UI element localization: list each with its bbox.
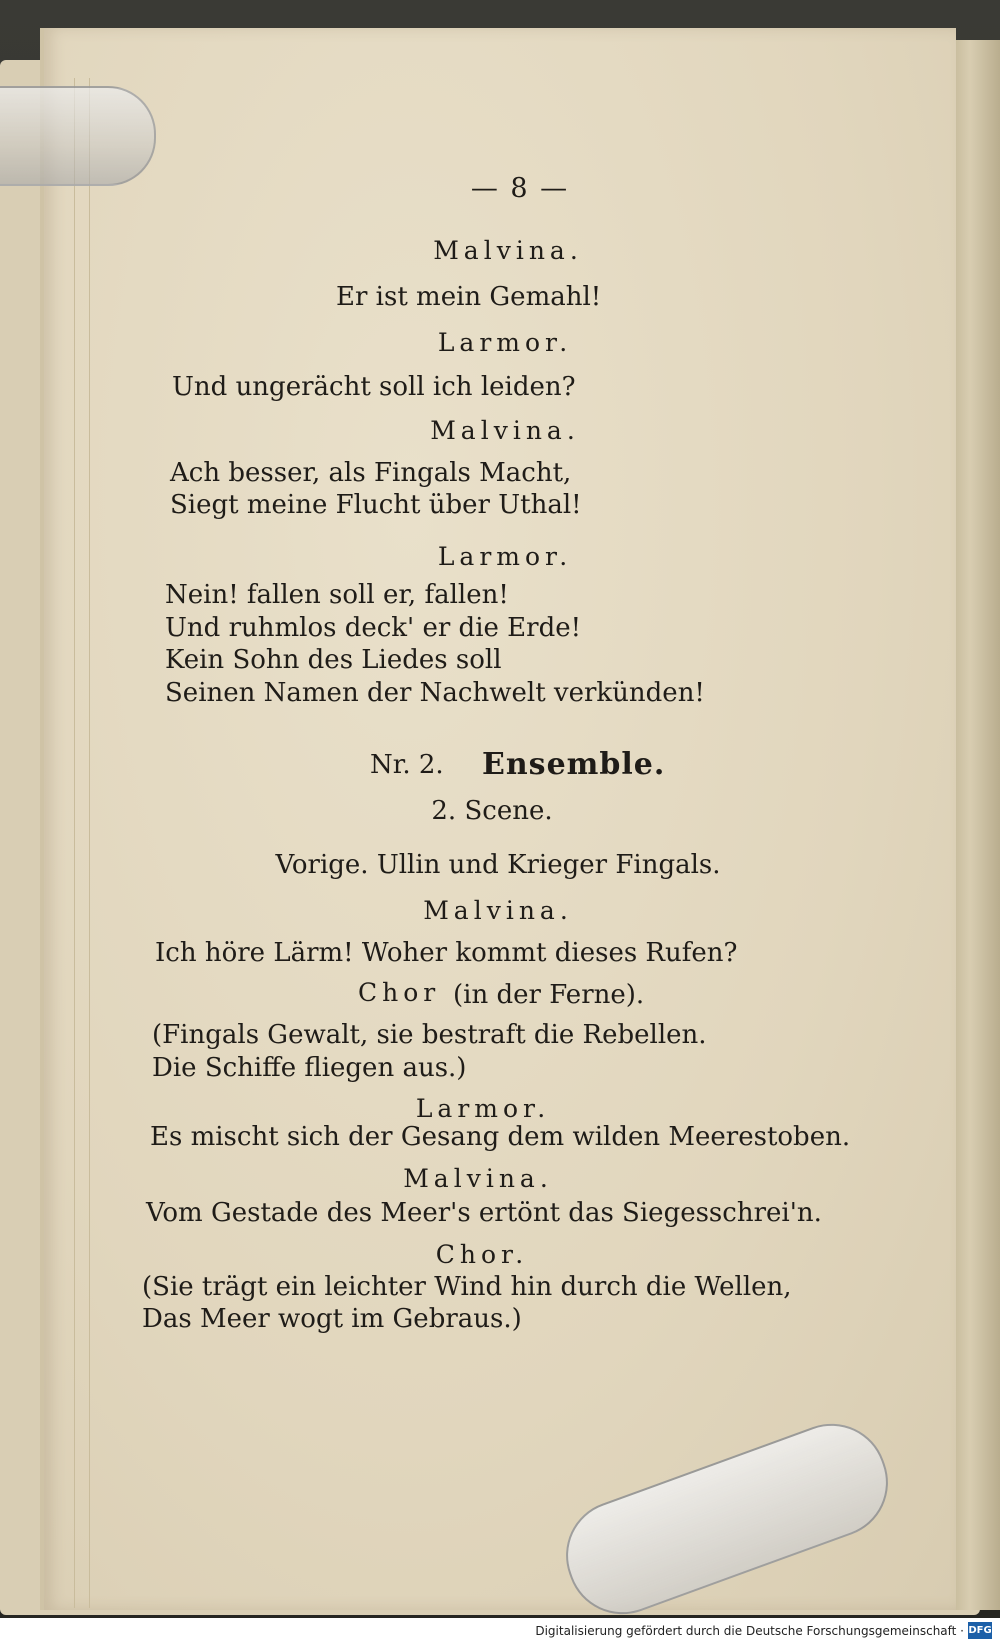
speaker-malvina: Malvina. [403, 1164, 553, 1193]
speaker-larmor: Larmor. [437, 542, 573, 571]
verse-line: Und ruhmlos deck' er die Erde! [165, 613, 582, 643]
speaker-larmor: Larmor. [415, 1094, 551, 1123]
verse-line: Ich höre Lärm! Woher kommt dieses Rufen? [155, 938, 738, 968]
dfg-logo: DFG [968, 1622, 992, 1639]
stage-direction: Vorige. Ullin und Krieger Fingals. [275, 850, 721, 880]
verse-line: (Sie trägt ein leichter Wind hin durch die Wellen, [142, 1272, 792, 1302]
verse-line: Kein Sohn des Liedes soll [165, 645, 502, 675]
verse-line: Seinen Namen der Nachwelt verkünden! [165, 678, 705, 708]
page-margin-lines [74, 78, 90, 1608]
speaker-malvina: Malvina. [433, 236, 583, 265]
verse-line: Vom Gestade des Meer's ertönt das Siegesschrei'n. [146, 1198, 822, 1228]
section-heading: Ensemble. [482, 747, 666, 782]
verse-line: Nein! fallen soll er, fallen! [165, 580, 509, 610]
speaker-malvina: Malvina. [423, 896, 573, 925]
speaker-chor: Chor [358, 978, 441, 1007]
speaker-larmor: Larmor. [437, 328, 573, 357]
page-edge [950, 40, 1000, 1610]
page-clip-top [0, 86, 156, 186]
number-label: Nr. 2. [370, 750, 444, 780]
speaker-chor: Chor. [435, 1240, 529, 1269]
verse-line: Das Meer wogt im Gebraus.) [142, 1304, 522, 1334]
scene-heading: 2. Scene. [431, 796, 553, 826]
verse-line: Er ist mein Gemahl! [336, 282, 602, 312]
verse-line: Ach besser, als Fingals Macht, [170, 458, 572, 488]
verse-line: Und ungerächt soll ich leiden? [172, 372, 576, 402]
verse-line: Die Schiffe fliegen aus.) [152, 1053, 467, 1083]
page-number: — 8 — [470, 173, 570, 204]
verse-line: Es mischt sich der Gesang dem wilden Meerestoben. [150, 1122, 851, 1152]
verse-line: Siegt meine Flucht über Uthal! [170, 490, 582, 520]
footer-credit: Digitalisierung gefördert durch die Deutsche Forschungsgemeinschaft · [535, 1624, 964, 1638]
speaker-malvina: Malvina. [430, 416, 580, 445]
verse-line: (Fingals Gewalt, sie bestraft die Rebellen. [152, 1020, 707, 1050]
stage-direction: (in der Ferne). [453, 980, 645, 1010]
